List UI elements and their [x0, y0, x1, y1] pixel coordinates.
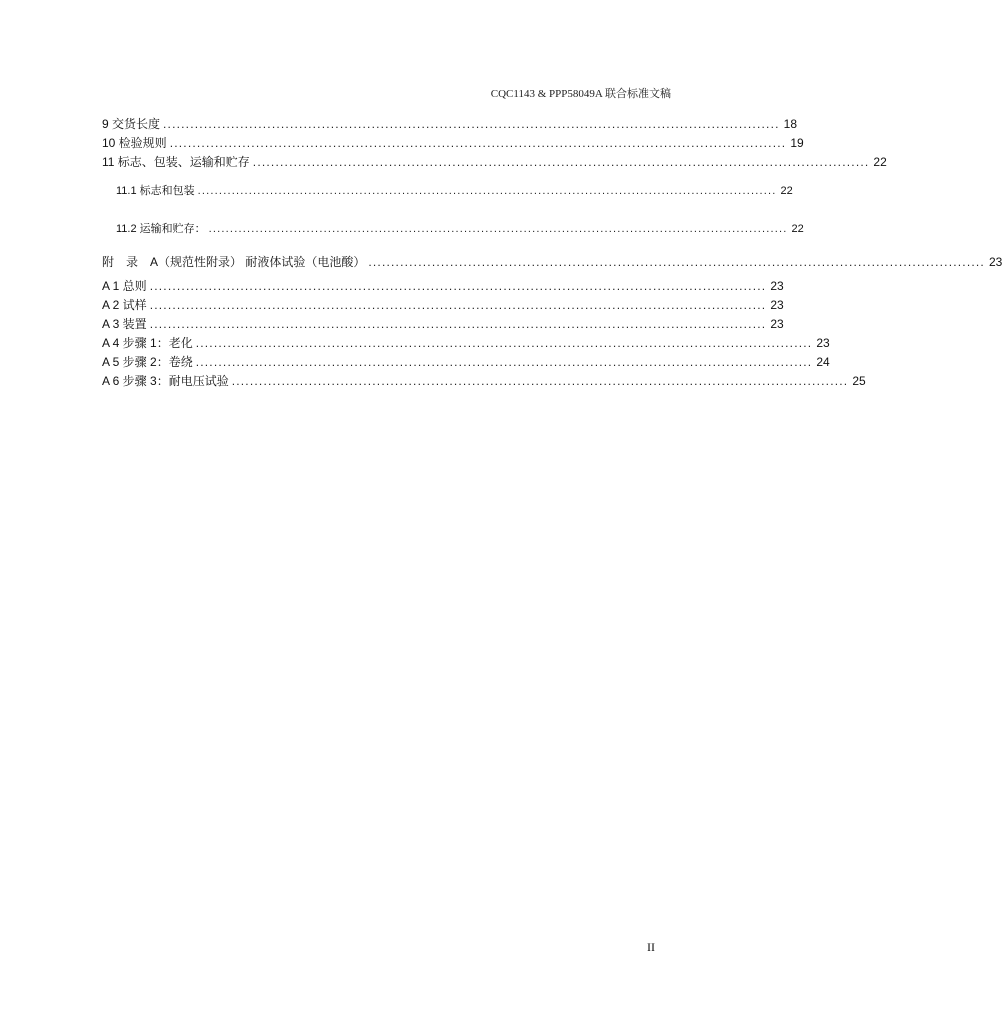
toc-leader-dots: ........................................................................................................................................ — [163, 117, 780, 131]
toc-entry[interactable] — [102, 296, 784, 312]
toc-entry-label: A 1 总则 — [102, 279, 147, 293]
toc-leader-dots: ........................................................................................................................................ — [231, 374, 849, 388]
toc-leader-dots: ........................................................................................................................................ — [149, 279, 767, 293]
toc-entry-page: 23 — [816, 336, 830, 350]
toc-leader-dots: ........................................................................................................................................ — [368, 255, 985, 269]
toc-entry-page: 23 — [988, 255, 1002, 269]
toc-entry-page: 25 — [852, 374, 866, 388]
toc-entry-page: 23 — [770, 298, 784, 312]
toc-entry[interactable] — [102, 277, 784, 293]
toc-entry-label: A 3 装置 — [102, 317, 147, 331]
toc-entry[interactable] — [102, 134, 804, 150]
toc-leader-dots: ........................................................................................................................................ — [195, 355, 813, 369]
toc-entry-label: 11.1 标志和包装 — [116, 185, 195, 197]
toc-entry[interactable] — [102, 153, 887, 169]
toc-entry[interactable] — [102, 315, 784, 331]
toc-entry-page: 24 — [816, 355, 830, 369]
toc-entry[interactable] — [102, 115, 797, 131]
toc-entry-label: A 5 步骤 2：卷绕 — [102, 355, 193, 369]
toc-entry-label: A 4 步骤 1：老化 — [102, 336, 193, 350]
toc-entry-page: 23 — [770, 279, 784, 293]
toc-appendix-entry[interactable] — [102, 253, 1002, 269]
toc-entry-label: A 2 试样 — [102, 298, 147, 312]
toc-leader-dots: ........................................................................................................................................ — [169, 136, 787, 150]
toc-leader-dots: ........................................................................................................................................ — [252, 155, 870, 169]
toc-subentry[interactable] — [102, 220, 804, 236]
toc-leader-dots: ........................................................................................................................................ — [208, 223, 788, 235]
toc-entry-label: 9 交货长度 — [102, 117, 161, 131]
toc-entry-page: 23 — [770, 317, 784, 331]
toc-entry-page: 22 — [873, 155, 887, 169]
toc-leader-dots: ........................................................................................................................................ — [197, 185, 777, 197]
toc-entry[interactable] — [102, 372, 866, 388]
toc-entry-label: 11 标志、包装、运输和贮存 — [102, 155, 250, 169]
toc-leader-dots: ........................................................................................................................................ — [149, 317, 767, 331]
toc-entry[interactable] — [102, 353, 830, 369]
toc-entry-label: 10 检验规则 — [102, 136, 167, 150]
document-header: CQC1143 & PPP58049A 联合标准文稿 — [490, 88, 671, 100]
toc-entry[interactable] — [102, 334, 830, 350]
toc-subentry[interactable] — [102, 182, 793, 198]
toc-entry-label: 11.2 运输和贮存： — [116, 223, 206, 235]
toc-entry-page: 19 — [790, 136, 804, 150]
toc-entry-page: 22 — [780, 185, 793, 197]
toc-leader-dots: ........................................................................................................................................ — [149, 298, 767, 312]
toc-entry-label: A 6 步骤 3：耐电压试验 — [102, 374, 229, 388]
toc-entry-page: 18 — [783, 117, 797, 131]
page-number: II — [647, 940, 655, 954]
toc-leader-dots: ........................................................................................................................................ — [195, 336, 813, 350]
toc-entry-label: 附 录 A（规范性附录） 耐液体试验（电池酸） — [102, 255, 366, 269]
toc-entry-page: 22 — [791, 223, 804, 235]
